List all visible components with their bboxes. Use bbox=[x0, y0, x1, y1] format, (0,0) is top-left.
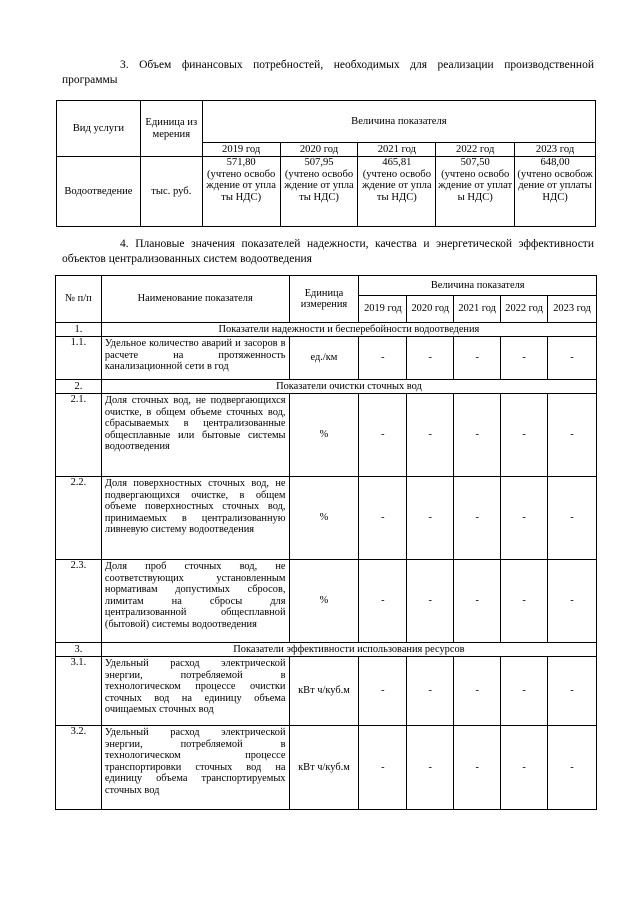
group-num: 3. bbox=[56, 643, 102, 657]
row-value: - bbox=[501, 477, 548, 560]
row-value: - bbox=[548, 477, 597, 560]
row-value: - bbox=[359, 657, 407, 726]
row-num: 2.2. bbox=[56, 477, 102, 560]
row-unit: кВт ч/куб.м bbox=[289, 657, 359, 726]
group-num: 1. bbox=[56, 323, 102, 337]
t1-value: 465,81 bbox=[382, 157, 412, 168]
section3-heading: 3. Объем финансовых потребностей, необходимых для реализации производственной программы bbox=[62, 59, 594, 86]
row-value: - bbox=[454, 726, 501, 810]
group-row bbox=[56, 643, 597, 657]
table-row bbox=[56, 477, 597, 560]
t1-header-service: Вид услуги bbox=[57, 101, 141, 157]
section4-heading: 4. Плановые значения показателей надежности, качества и энергетической эффективности объектов централизованных систем водоотведения bbox=[62, 238, 594, 265]
t1-cell bbox=[436, 157, 515, 227]
table-row bbox=[56, 657, 597, 726]
t1-service: Водоотведение bbox=[57, 157, 141, 227]
t2-year: 2022 год bbox=[501, 296, 548, 323]
row-value: - bbox=[501, 337, 548, 380]
indicators-table bbox=[55, 275, 597, 810]
row-unit: ед./км bbox=[289, 337, 359, 380]
group-title: Показатели очистки сточных вод bbox=[101, 380, 596, 394]
row-num: 2.1. bbox=[56, 394, 102, 477]
row-value: - bbox=[548, 394, 597, 477]
t1-header-unit: Единица измерения bbox=[140, 101, 202, 157]
t1-value: 507,50 bbox=[460, 157, 490, 168]
row-value: - bbox=[454, 394, 501, 477]
row-value: - bbox=[548, 657, 597, 726]
t1-cell bbox=[202, 157, 280, 227]
row-value: - bbox=[548, 560, 597, 643]
row-unit: % bbox=[289, 394, 359, 477]
t1-header-value: Величина показателя bbox=[202, 101, 595, 143]
table-row bbox=[57, 157, 596, 227]
row-value: - bbox=[359, 337, 407, 380]
t1-value: 507,95 bbox=[304, 157, 334, 168]
row-num: 2.3. bbox=[56, 560, 102, 643]
t1-value: 648,00 bbox=[540, 157, 570, 168]
row-value: - bbox=[548, 726, 597, 810]
t1-year: 2022 год bbox=[436, 143, 515, 157]
t2-header-num: № п/п bbox=[56, 276, 102, 323]
t2-header-name: Наименование показателя bbox=[101, 276, 289, 323]
row-value: - bbox=[501, 726, 548, 810]
row-value: - bbox=[359, 560, 407, 643]
t1-note: (учтено освобождение от уплаты НДС) bbox=[284, 168, 354, 203]
t1-cell bbox=[358, 157, 436, 227]
row-value: - bbox=[407, 726, 454, 810]
row-value: - bbox=[501, 657, 548, 726]
row-value: - bbox=[454, 560, 501, 643]
t1-cell bbox=[515, 157, 596, 227]
row-name: Доля проб сточных вод, не соответствующих установленным нормативам допустимых сбросов, лимитам на сбросы для централизованной общесплавной (бытовой) системы водоотведения bbox=[101, 560, 289, 643]
group-row bbox=[56, 323, 597, 337]
t2-year: 2021 год bbox=[454, 296, 501, 323]
row-value: - bbox=[548, 337, 597, 380]
row-name: Удельный расход электрической энергии, потребляемой в технологическом процессе очистки сточных вод на единицу объема очищаемых сточных вод bbox=[101, 657, 289, 726]
t1-note: (учтено освобождение от уплаты НДС) bbox=[438, 168, 513, 203]
t1-year: 2020 год bbox=[280, 143, 358, 157]
row-name: Удельное количество аварий и засоров в расчете на протяженность канализационной сети в год bbox=[101, 337, 289, 380]
t1-cell bbox=[280, 157, 358, 227]
row-name: Доля сточных вод, не подвергающихся очистке, в общем объеме сточных вод, сбрасываемых в централизованные общесплавные или бытовые системы водоотведения bbox=[101, 394, 289, 477]
t1-note: (учтено освобождение от уплаты НДС) bbox=[206, 168, 276, 203]
table-row bbox=[56, 394, 597, 477]
group-row bbox=[56, 380, 597, 394]
financial-needs-table bbox=[56, 100, 596, 227]
group-title: Показатели надежности и бесперебойности водоотведения bbox=[101, 323, 596, 337]
row-name: Удельный расход электрической энергии, потребляемой в технологическом процессе транспортировки сточных вод на единицу объема транспортируемых сточных вод bbox=[101, 726, 289, 810]
row-value: - bbox=[407, 394, 454, 477]
row-num: 3.2. bbox=[56, 726, 102, 810]
t1-unit: тыс. руб. bbox=[140, 157, 202, 227]
row-value: - bbox=[454, 477, 501, 560]
row-value: - bbox=[359, 394, 407, 477]
t1-value: 571,80 bbox=[226, 157, 256, 168]
row-value: - bbox=[454, 657, 501, 726]
t1-year: 2023 год bbox=[515, 143, 596, 157]
row-num: 3.1. bbox=[56, 657, 102, 726]
group-title: Показатели эффективности использования ресурсов bbox=[101, 643, 596, 657]
row-value: - bbox=[407, 337, 454, 380]
table-row bbox=[56, 560, 597, 643]
row-value: - bbox=[407, 657, 454, 726]
t1-year: 2019 год bbox=[202, 143, 280, 157]
row-value: - bbox=[501, 394, 548, 477]
row-value: - bbox=[359, 477, 407, 560]
group-num: 2. bbox=[56, 380, 102, 394]
t1-year: 2021 год bbox=[358, 143, 436, 157]
t1-note: (учтено освобождение от уплаты НДС) bbox=[362, 168, 432, 203]
table-row bbox=[56, 337, 597, 380]
t2-year: 2020 год bbox=[407, 296, 454, 323]
row-num: 1.1. bbox=[56, 337, 102, 380]
row-unit: % bbox=[289, 477, 359, 560]
row-value: - bbox=[407, 560, 454, 643]
row-value: - bbox=[407, 477, 454, 560]
t1-note: (учтено освобождение от уплаты НДС) bbox=[517, 168, 593, 203]
row-value: - bbox=[454, 337, 501, 380]
t2-header-value: Величина показателя bbox=[359, 276, 597, 296]
row-value: - bbox=[501, 560, 548, 643]
table-row bbox=[56, 726, 597, 810]
row-name: Доля поверхностных сточных вод, не подвергающихся очистке, в общем объеме поверхностных сточных вод, принимаемых в централизованную ливневую систему водоотведения bbox=[101, 477, 289, 560]
t2-year: 2019 год bbox=[359, 296, 407, 323]
t2-header-unit: Единица измерения bbox=[289, 276, 359, 323]
row-value: - bbox=[359, 726, 407, 810]
row-unit: кВт ч/куб.м bbox=[289, 726, 359, 810]
t2-year: 2023 год bbox=[548, 296, 597, 323]
row-unit: % bbox=[289, 560, 359, 643]
